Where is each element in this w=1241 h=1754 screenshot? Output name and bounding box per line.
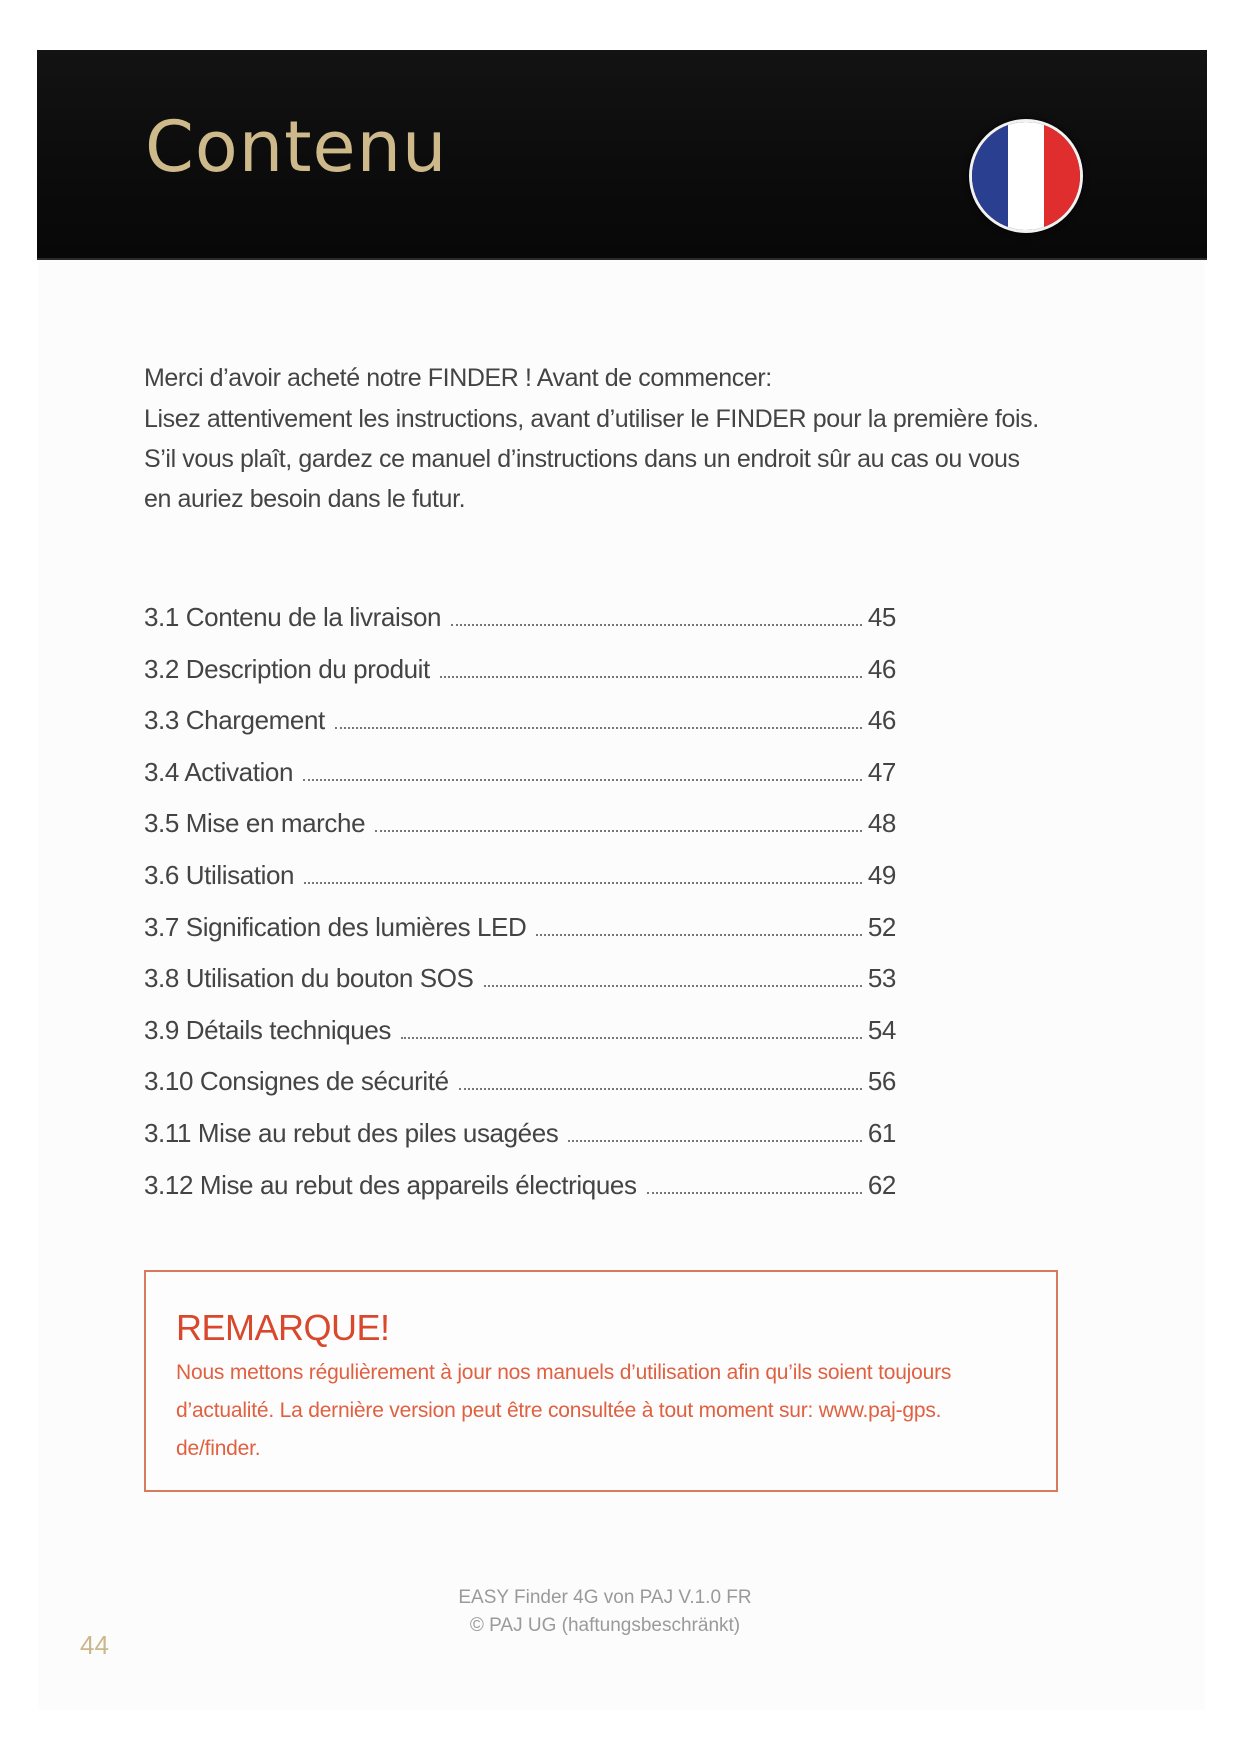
toc-leader-dots (304, 882, 862, 884)
toc-leader-dots (401, 1037, 862, 1039)
toc-item-page: 62 (867, 1169, 896, 1200)
toc-leader-dots (303, 779, 862, 781)
toc-item-title: 3.7 Signification des lumières LED (144, 911, 527, 942)
toc-item[interactable] (144, 808, 896, 860)
toc-item-title: 3.9 Détails techniques (144, 1014, 392, 1045)
toc-item-page: 46 (867, 653, 896, 684)
toc-item-page: 54 (867, 1014, 896, 1045)
toc-item[interactable] (144, 602, 896, 654)
intro-line-2: Lisez attentivement les instructions, avant d’utiliser le FINDER pour la première fois. S’il vous plaît, gardez ce manuel d’instructions dans un endroit sûr au cas ou vous en auriez besoin dans le futur. (144, 405, 1039, 513)
toc-item[interactable] (144, 1170, 896, 1222)
toc-item-title: 3.5 Mise en marche (144, 808, 366, 839)
toc-item[interactable] (144, 963, 896, 1015)
toc-item[interactable] (144, 1015, 896, 1067)
page-title: Contenu (145, 106, 448, 188)
footer-copyright-line: © PAJ UG (haftungsbeschränkt) (469, 1615, 741, 1636)
remark-body: Nous mettons régulièrement à jour nos manuels d’utilisation afin qu’ils soient toujours d’actualité. La dernière version peut être consultée à tout moment sur: www.paj-gps. de/finder. (176, 1361, 952, 1460)
toc-item-title: 3.4 Activation (144, 756, 294, 787)
toc-item-title: 3.6 Utilisation (144, 859, 295, 890)
remark-box (144, 1270, 1058, 1492)
flag-france-icon (972, 122, 1080, 230)
toc-leader-dots (459, 1088, 862, 1090)
table-of-contents (144, 602, 896, 1221)
toc-item-page: 56 (867, 1066, 896, 1097)
toc-leader-dots (375, 830, 862, 832)
toc-item[interactable] (144, 860, 896, 912)
remark-title: REMARQUE! (176, 1307, 390, 1348)
toc-item[interactable] (144, 1118, 896, 1170)
toc-leader-dots (536, 934, 861, 936)
toc-leader-dots (451, 624, 862, 626)
toc-item-page: 45 (867, 602, 896, 632)
toc-item-page: 49 (867, 859, 896, 890)
toc-item[interactable] (144, 705, 896, 757)
toc-item-page: 46 (867, 705, 896, 736)
footer-product-line: EASY Finder 4G von PAJ V.1.0 FR (458, 1587, 752, 1608)
toc-item-title: 3.8 Utilisation du bouton SOS (144, 963, 474, 994)
toc-item-page: 53 (867, 963, 896, 994)
toc-item[interactable] (144, 654, 896, 706)
page-number: 44 (80, 1630, 109, 1660)
toc-leader-dots (335, 727, 862, 729)
toc-item-title: 3.3 Chargement (144, 705, 325, 736)
toc-item[interactable] (144, 1066, 896, 1118)
intro-line-1: Merci d’avoir acheté notre FINDER ! Avant de commencer: (144, 364, 772, 392)
toc-item[interactable] (144, 912, 896, 964)
toc-item-title: 3.12 Mise au rebut des appareils électriques (144, 1169, 637, 1200)
footer (420, 1584, 790, 1640)
intro-text (144, 358, 1044, 519)
toc-item-title: 3.11 Mise au rebut des piles usagées (144, 1117, 559, 1148)
toc-leader-dots (484, 985, 862, 987)
toc-item-page: 48 (867, 808, 896, 839)
toc-leader-dots (568, 1140, 861, 1142)
toc-item-page: 52 (867, 911, 896, 942)
toc-leader-dots (647, 1192, 862, 1194)
toc-item-page: 61 (867, 1117, 896, 1148)
toc-item-page: 47 (867, 756, 896, 787)
toc-item-title: 3.2 Description du produit (144, 653, 430, 684)
toc-item-title: 3.10 Consignes de sécurité (144, 1066, 449, 1097)
flag-stripe-white (1008, 122, 1044, 230)
toc-item-title: 3.1 Contenu de la livraison (144, 602, 442, 632)
toc-item[interactable] (144, 757, 896, 809)
toc-leader-dots (440, 676, 862, 678)
